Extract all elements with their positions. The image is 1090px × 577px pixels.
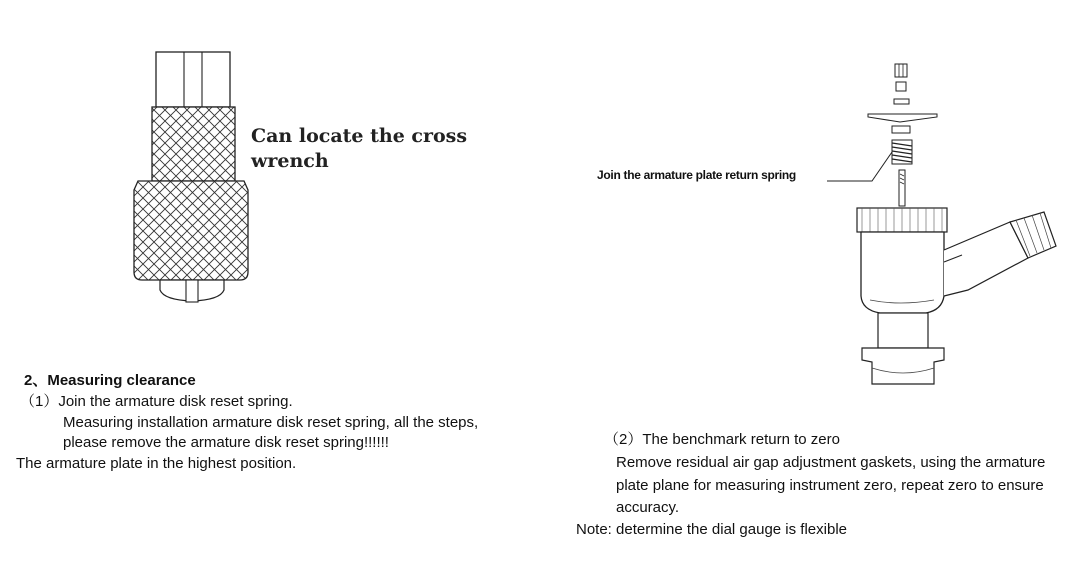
step1-line2: please remove the armature disk reset spring!!!!!!	[63, 434, 389, 451]
section-heading: 2、Measuring clearance	[24, 372, 196, 389]
spring-callout-label: Join the armature plate return spring	[597, 168, 796, 182]
step2-line3: accuracy.	[616, 499, 680, 516]
step1-note: The armature plate in the highest position.	[16, 455, 297, 472]
step1-line1: Measuring installation armature disk reset spring, all the steps,	[63, 414, 479, 431]
tool-caption-line1: Can locate the cross	[251, 125, 468, 147]
dial-gauge-note: Note: determine the dial gauge is flexible	[576, 521, 847, 538]
tool-caption-line2: wrench	[251, 150, 329, 172]
step2-line2: plate plane for measuring instrument zero, repeat zero to ensure	[616, 477, 1044, 494]
step2-line1: Remove residual air gap adjustment gaskets, using the armature	[616, 454, 1046, 471]
step1-title: （1）Join the armature disk reset spring.	[20, 393, 293, 410]
step2-title: （2）The benchmark return to zero	[604, 431, 840, 448]
